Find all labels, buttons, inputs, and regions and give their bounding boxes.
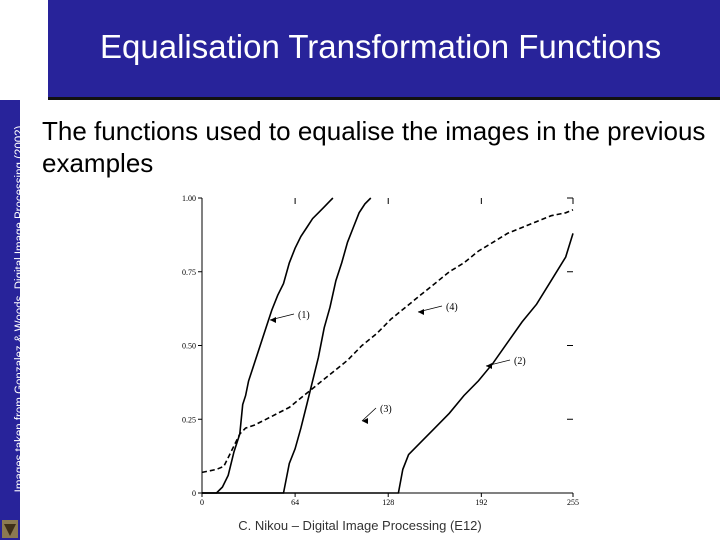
transformation-chart [150,188,590,513]
x-tick-label: 64 [291,498,300,507]
header-rule [48,97,720,100]
slide-header [0,0,720,100]
x-tick-label: 192 [475,498,488,507]
logo-icon [2,520,18,538]
footer-text: C. Nikou – Digital Image Processing (E12) [238,518,482,533]
y-tick-label: 0.75 [182,267,196,277]
series-line [202,210,573,473]
y-tick-label: 0 [192,489,196,498]
x-tick-label: 255 [567,498,579,507]
annotation-label: (3) [380,404,392,415]
image-credit: Images taken from Gonzalez & Woods, Digital Image Processing (2002) [14,125,26,493]
annotation-arrow [362,408,376,421]
y-tick-label: 0.50 [182,341,196,351]
annotation-arrowhead [418,309,424,315]
body-text: The functions used to equalise the images in the previous examples [42,116,706,178]
series-line [202,198,371,493]
y-tick-label: 0.25 [182,415,196,425]
x-tick-label: 128 [382,498,395,507]
annotation-label: (4) [446,302,458,313]
annotation-label: (2) [514,356,526,367]
slide-number: 33 [16,40,32,56]
x-tick-label: 0 [200,498,204,507]
annotation-label: (1) [298,310,310,321]
series-line [202,198,333,493]
slide-title: Equalisation Transformation Functions [100,28,662,65]
y-tick-label: 1.00 [182,194,196,203]
annotation-arrowhead [270,317,276,323]
annotation-arrowhead [362,418,368,424]
